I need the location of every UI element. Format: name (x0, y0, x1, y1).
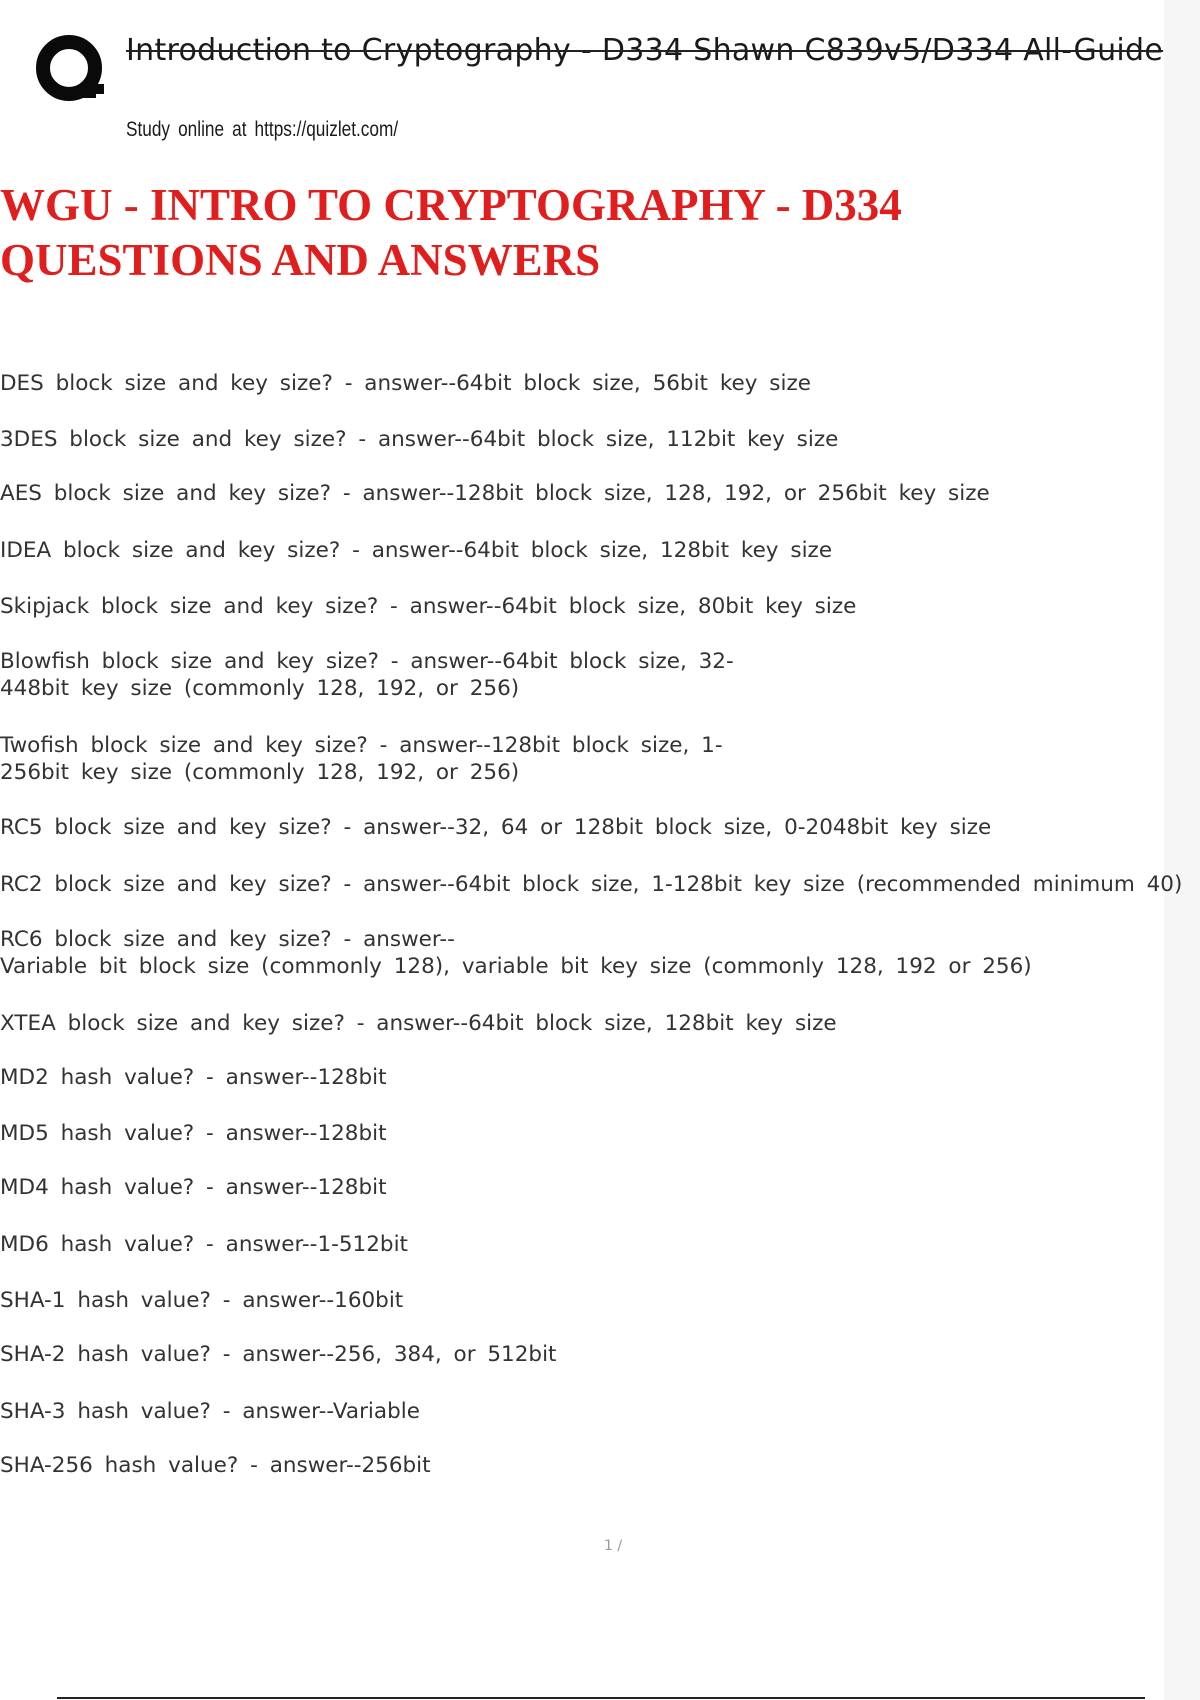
qa-item: DES block size and key size? - answer--64bit block size, 56bit key size (0, 371, 811, 396)
qa-item: MD5 hash value? - answer--128bit (0, 1121, 387, 1146)
qa-item: XTEA block size and key size? - answer--64bit block size, 128bit key size (0, 1011, 837, 1036)
qa-item: 3DES block size and key size? - answer--64bit block size, 112bit key size (0, 427, 839, 452)
bottom-divider (57, 1697, 1145, 1699)
heading-line-1: WGU - INTRO TO CRYPTOGRAPHY - D334 (0, 180, 902, 230)
page-edge-shade (1164, 0, 1200, 1700)
qa-item: MD2 hash value? - answer--128bit (0, 1065, 387, 1090)
page-number: 1 / (604, 1538, 623, 1554)
qa-item: MD6 hash value? - answer--1-512bit (0, 1232, 408, 1257)
qa-item: SHA-3 hash value? - answer--Variable (0, 1399, 420, 1424)
qa-item: RC2 block size and key size? - answer--64bit block size, 1-128bit key size (recommended minimum 40) (0, 872, 1183, 897)
qa-item: Twofish block size and key size? - answer--128bit block size, 1- 256bit key size (commonly 128, 192, or 256) (0, 733, 723, 785)
qa-item: SHA-2 hash value? - answer--256, 384, or 512bit (0, 1342, 557, 1367)
qa-item: SHA-256 hash value? - answer--256bit (0, 1453, 431, 1478)
page-heading (0, 178, 1100, 288)
qa-item: RC6 block size and key size? - answer-- Variable bit block size (commonly 128), variable bit key size (commonly 128, 192 or 256) (0, 927, 1032, 979)
qa-item: Skipjack block size and key size? - answer--64bit block size, 80bit key size (0, 594, 857, 619)
qa-item: MD4 hash value? - answer--128bit (0, 1175, 387, 1200)
qa-item: AES block size and key size? - answer--128bit block size, 128, 192, or 256bit key size (0, 481, 990, 506)
study-online-link[interactable]: Study online at https://quizlet.com/ (126, 118, 399, 141)
qa-item: RC5 block size and key size? - answer--32, 64 or 128bit block size, 0-2048bit key size (0, 815, 992, 840)
heading-line-2: QUESTIONS AND ANSWERS (0, 235, 601, 285)
qa-item: Blowfish block size and key size? - answer--64bit block size, 32- 448bit key size (commonly 128, 192, or 256) (0, 649, 734, 701)
quizlet-logo-icon (30, 32, 130, 112)
document-title: Introduction to Cryptography - D334 Shawn C839v5/D334 All-Guide (126, 33, 1164, 68)
qa-item: SHA-1 hash value? - answer--160bit (0, 1288, 404, 1313)
qa-item: IDEA block size and key size? - answer--64bit block size, 128bit key size (0, 538, 833, 563)
